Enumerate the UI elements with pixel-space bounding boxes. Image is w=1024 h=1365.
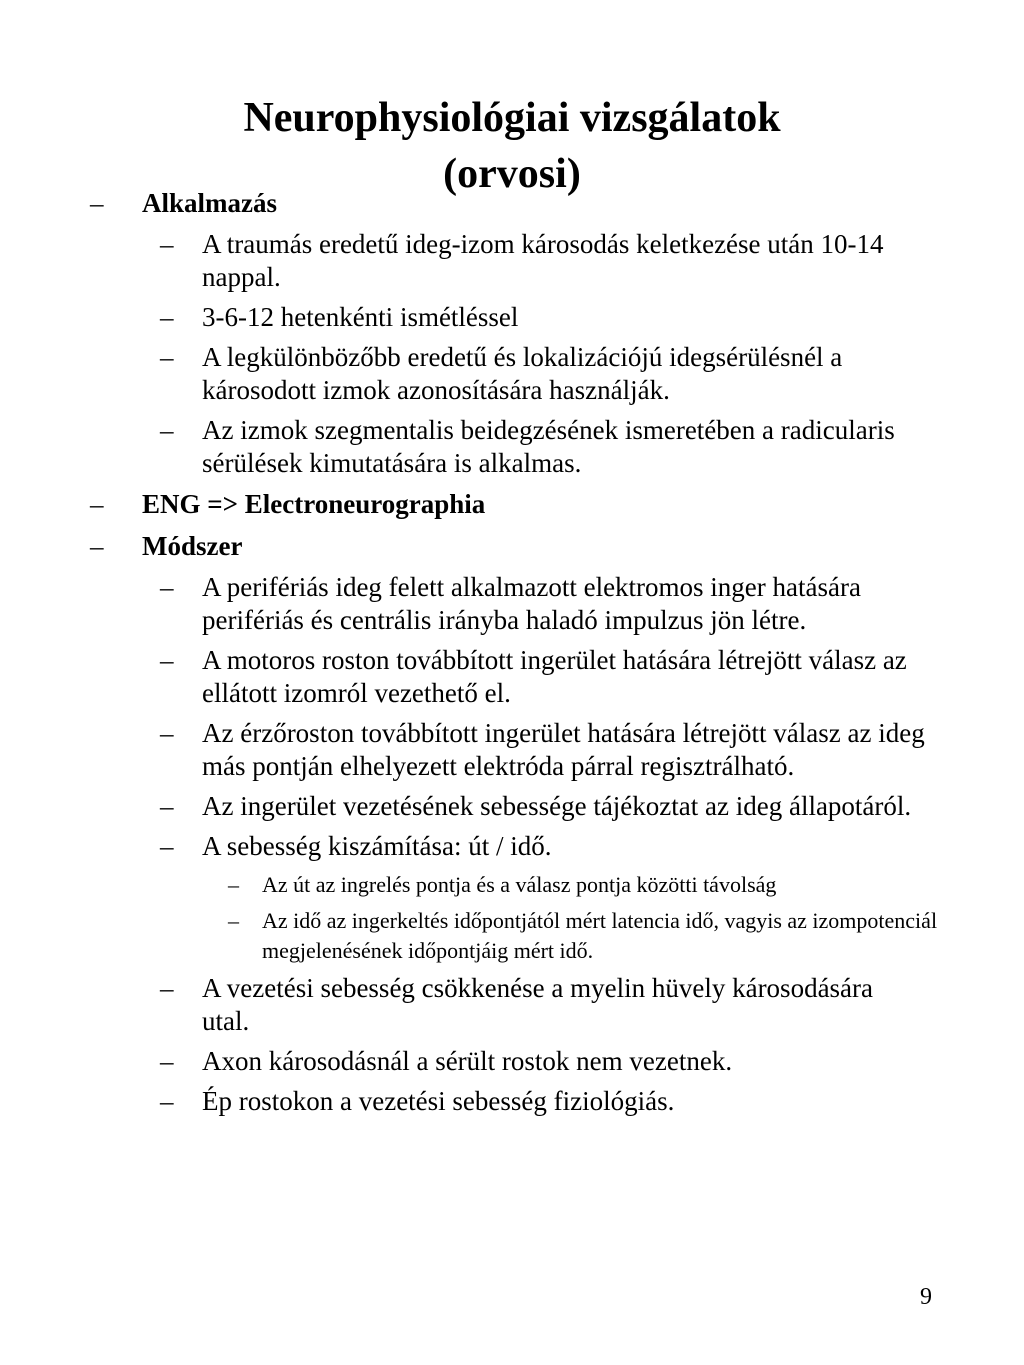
slide-title-line-1: Neurophysiológiai vizsgálatok [243,95,781,142]
sub-bullet-item [0,341,1024,407]
sub-sub-bullet-item [0,906,1024,966]
dash-marker: – [160,302,174,332]
dash-marker: – [160,572,174,602]
bullet-text: Az érzőroston továbbított ingerület hatására létrejött válasz az ideg más pontján elhelyezett elektróda párral regisztrálható. [202,718,925,781]
bullet-text: A legkülönbözőbb eredetű és lokalizációjú idegsérülésnél a károsodott izmok azonosítására használják. [202,342,843,405]
bullet-text: A motoros roston továbbított ingerület hatására létrejött válasz az ellátott izomról vezethető el. [202,645,907,708]
sub-bullet-item [0,414,1024,480]
sub-bullet-item [0,644,1024,710]
dash-marker: – [160,1046,174,1076]
bullet-item-alkalmazas [0,186,1024,220]
dash-marker: – [160,229,174,259]
sub-bullet-item [0,228,1024,294]
bullet-text: ENG => Electroneurographia [142,489,486,519]
sub-bullet-item [0,830,1024,863]
dash-marker: – [160,718,174,748]
bullet-text: A vezetési sebesség csökkenése a myelin hüvely károsodására utal. [202,973,874,1036]
bullet-text: Az izmok szegmentalis beidegzésének ismeretében a radicularis sérülések kimutatására is alkalmas. [202,415,895,478]
bullet-text: Az ingerület vezetésének sebessége tájékoztat az ideg állapotáról. [202,791,912,821]
slide-title-line-2: (orvosi) [443,151,581,198]
bullet-text: Ép rostokon a vezetési sebesség fiziológiás. [202,1086,675,1116]
bullet-text: 3-6-12 hetenkénti ismétléssel [202,302,519,332]
bullet-text: Az idő az ingerkeltés időpontjától mért latencia idő, vagyis az izompotenciál megjelenésének időpontjáig mért idő. [262,908,938,963]
dash-marker: – [160,973,174,1003]
sub-bullet-item [0,790,1024,823]
dash-marker: – [228,872,239,897]
dash-marker: – [90,188,104,218]
sub-bullet-item [0,301,1024,334]
dash-marker: – [160,1086,174,1116]
dash-marker: – [160,645,174,675]
sub-bullet-item [0,571,1024,637]
bullet-text: Az út az ingrelés pontja és a válasz pontja közötti távolság [262,872,777,897]
bullet-item-eng [0,487,1024,521]
sub-bullet-item [0,1045,1024,1078]
bullet-text: Axon károsodásnál a sérült rostok nem vezetnek. [202,1046,733,1076]
dash-marker: – [90,489,104,519]
bullet-text: Alkalmazás [142,188,277,218]
sub-sub-bullet-item [0,870,1024,900]
bullet-item-modszer [0,529,1024,563]
dash-marker: – [160,415,174,445]
dash-marker: – [160,342,174,372]
dash-marker: – [160,791,174,821]
sub-bullet-item [0,972,1024,1038]
sub-bullet-item [0,717,1024,783]
bullet-text: A sebesség kiszámítása: út / idő. [202,831,552,861]
bullet-text: A perifériás ideg felett alkalmazott elektromos inger hatására perifériás és centrális irányba haladó impulzus jön létre. [202,572,861,635]
bullet-text: Módszer [142,531,243,561]
sub-bullet-item [0,1085,1024,1118]
bullet-text: A traumás eredetű ideg-izom károsodás keletkezése után 10-14 nappal. [202,229,884,292]
dash-marker: – [90,531,104,561]
dash-marker: – [160,831,174,861]
page-number: 9 [920,1284,932,1310]
dash-marker: – [228,908,239,933]
bullet-list [0,186,1024,1125]
